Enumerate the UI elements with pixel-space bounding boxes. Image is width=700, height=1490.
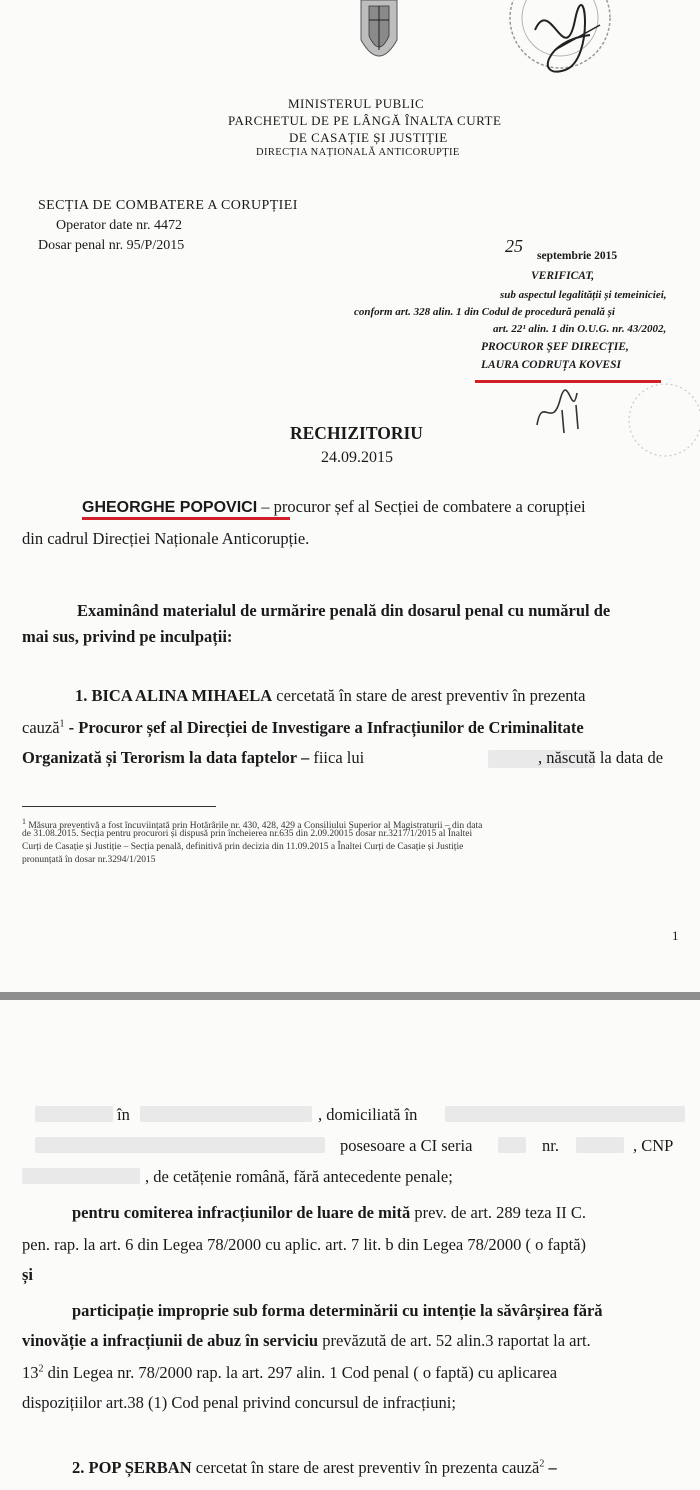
defendant-1-line-3 (22, 748, 364, 768)
footnote-ref-2: 2 (539, 1458, 545, 1470)
redacted-field (35, 1137, 325, 1153)
charge-2-line-3 (22, 1363, 557, 1383)
defendant-2-dash: – (544, 1458, 557, 1477)
charge-2-line-1: participație improprie sub forma determinării cu intenție la săvârșirea fără (72, 1301, 603, 1320)
footnote-separator (22, 806, 216, 807)
verified-label: VERIFICAT, (531, 270, 595, 282)
defendant-1-name: 1. BICA ALINA MIHAELA (75, 686, 273, 705)
document-date: 24.09.2015 (321, 449, 393, 466)
charge-2-line-2 (22, 1331, 591, 1351)
redacted-field (498, 1137, 526, 1153)
redacted-field (445, 1106, 685, 1122)
birthplace-label: în (117, 1105, 130, 1124)
defendant-1-position-cont: Organizată și Terorism la data faptelor – (22, 748, 310, 767)
charge-2-article-sup: 2 (38, 1363, 44, 1375)
verification-day: 25 (505, 236, 523, 256)
redacted-field (35, 1106, 113, 1122)
redacted-field (22, 1168, 140, 1184)
operator-number: Operator date nr. 4472 (56, 218, 182, 233)
defendant-1-cause: cauză (22, 718, 60, 737)
verification-legal-basis-1: conform art. 328 alin. 1 din Codul de procedură penală și (354, 306, 615, 318)
footnote-ref-1: 1 (59, 718, 65, 730)
defendant-2-line-1 (72, 1458, 557, 1478)
charge-1-line-1 (72, 1203, 586, 1223)
domicile-label: , domiciliată în (318, 1105, 418, 1124)
charge-2-line-4: dispozițiilor art.38 (1) Cod penal privind concursul de infracțiuni; (22, 1393, 456, 1412)
footnote-line-3: Curți de Casație și Justiție – Secția penală, definitivă prin decizia din 11.09.2015 a Înaltei Curți de Casație și Justiție (22, 842, 464, 852)
prosecutor-name-underline (82, 517, 290, 520)
footnote-text-1: Măsura preventivă a fost încuviințată prin Hotărârile nr. 430, 428, 429 a Consiliului Superior al Magistraturii – din data (28, 821, 483, 832)
redacted-field (140, 1106, 312, 1122)
section-name: SECȚIA DE COMBATERE A CORUPȚIEI (38, 198, 298, 213)
stamp-faint (620, 380, 700, 460)
verification-aspect: sub aspectul legalității și temeiniciei, (500, 289, 667, 301)
document-page-2 (0, 1000, 700, 1490)
prosecutor-name: GHEORGHE POPOVICI (82, 499, 258, 516)
footnote-marker: 1 (22, 817, 26, 826)
defendant-2-status: cercetat în stare de arest preventiv în prezenta cauză (191, 1458, 540, 1477)
examining-line-1: Examinând materialul de urmărire penală din dosarul penal cu numărul de (77, 601, 611, 620)
defendant-1-line-1 (75, 686, 585, 706)
verifier-signature (532, 385, 592, 435)
defendant-1-father-label: fiica lui (309, 748, 365, 767)
file-number: Dosar penal nr. 95/P/2015 (38, 238, 185, 253)
charge-2-offense: vinovăție a infracțiunii de abuz în serviciu (22, 1331, 319, 1350)
footnote-line-4: pronunțată în dosar nr.3294/1/2015 (22, 855, 156, 865)
stamp-signature (505, 0, 615, 90)
charge-1-line-2: pen. rap. la art. 6 din Legea 78/2000 cu aplic. art. 7 lit. b din Legea 78/2000 ( o faptă) (22, 1235, 587, 1254)
id-number-label: nr. (542, 1136, 559, 1155)
coat-of-arms-emblem (357, 0, 401, 72)
charge-1-legal: prev. de art. 289 teza II C. (410, 1203, 586, 1222)
header-ministry: MINISTERUL PUBLIC (288, 96, 425, 111)
charge-2-law: din Legea nr. 78/2000 rap. la art. 297 alin. 1 Cod penal ( o faptă) cu aplicarea (43, 1363, 558, 1382)
verification-month-year: septembrie 2015 (537, 250, 618, 262)
conjunction-and: și (22, 1265, 34, 1284)
defendant-1-line-2 (22, 718, 584, 738)
charge-1-offense: pentru comiterea infracțiunilor de luare de mită (72, 1203, 411, 1222)
cnp-label: , CNP (633, 1136, 674, 1155)
verifier-name: LAURA CODRUȚA KOVESI (481, 359, 621, 371)
defendant-2-name: 2. POP ȘERBAN (72, 1458, 192, 1477)
document-title: RECHIZITORIU (290, 423, 423, 443)
header-court: DE CASAȚIE ȘI JUSTIȚIE (289, 130, 448, 145)
prosecutor-line-2: din cadrul Direcției Naționale Anticorupție. (22, 529, 310, 548)
citizenship-line: , de cetățenie română, fără antecedente penale; (145, 1167, 453, 1186)
header-directorate: DIRECȚIA NAȚIONALĂ ANTICORUPȚIE (256, 147, 460, 158)
footnote-line-2: de 31.08.2015. Secția pentru procurori și dispusă prin încheierea nr.635 din 2.09.20015 dosar nr.3217/1/2015 al Înaltei (22, 829, 473, 839)
defendant-1-position: - Procuror șef al Direcției de Investigare a Infracțiunilor de Criminalitate (64, 718, 584, 737)
examining-line-2: mai sus, privind pe inculpații: (22, 627, 233, 646)
prosecutor-title: – procuror șef al Secției de combatere a corupției (257, 497, 586, 516)
verifier-role: PROCUROR ȘEF DIRECȚIE, (481, 341, 629, 353)
defendant-1-birth-label: , născută la data de (538, 748, 664, 767)
defendant-1-status: cercetată în stare de arest preventiv în prezenta (272, 686, 586, 705)
page-number: 1 (672, 928, 679, 943)
header-parchet: PARCHETUL DE PE LÂNGĂ ÎNALTA CURTE (228, 113, 502, 128)
charge-2-article: 13 (22, 1363, 39, 1382)
id-series-label: posesoare a CI seria (340, 1136, 473, 1155)
prosecutor-line (82, 497, 586, 517)
redacted-field (576, 1137, 624, 1153)
page-separator (0, 992, 700, 1000)
charge-2-legal: prevăzută de art. 52 alin.3 raportat la art. (318, 1331, 591, 1350)
verification-legal-basis-2: art. 22¹ alin. 1 din O.U.G. nr. 43/2002, (493, 323, 667, 335)
